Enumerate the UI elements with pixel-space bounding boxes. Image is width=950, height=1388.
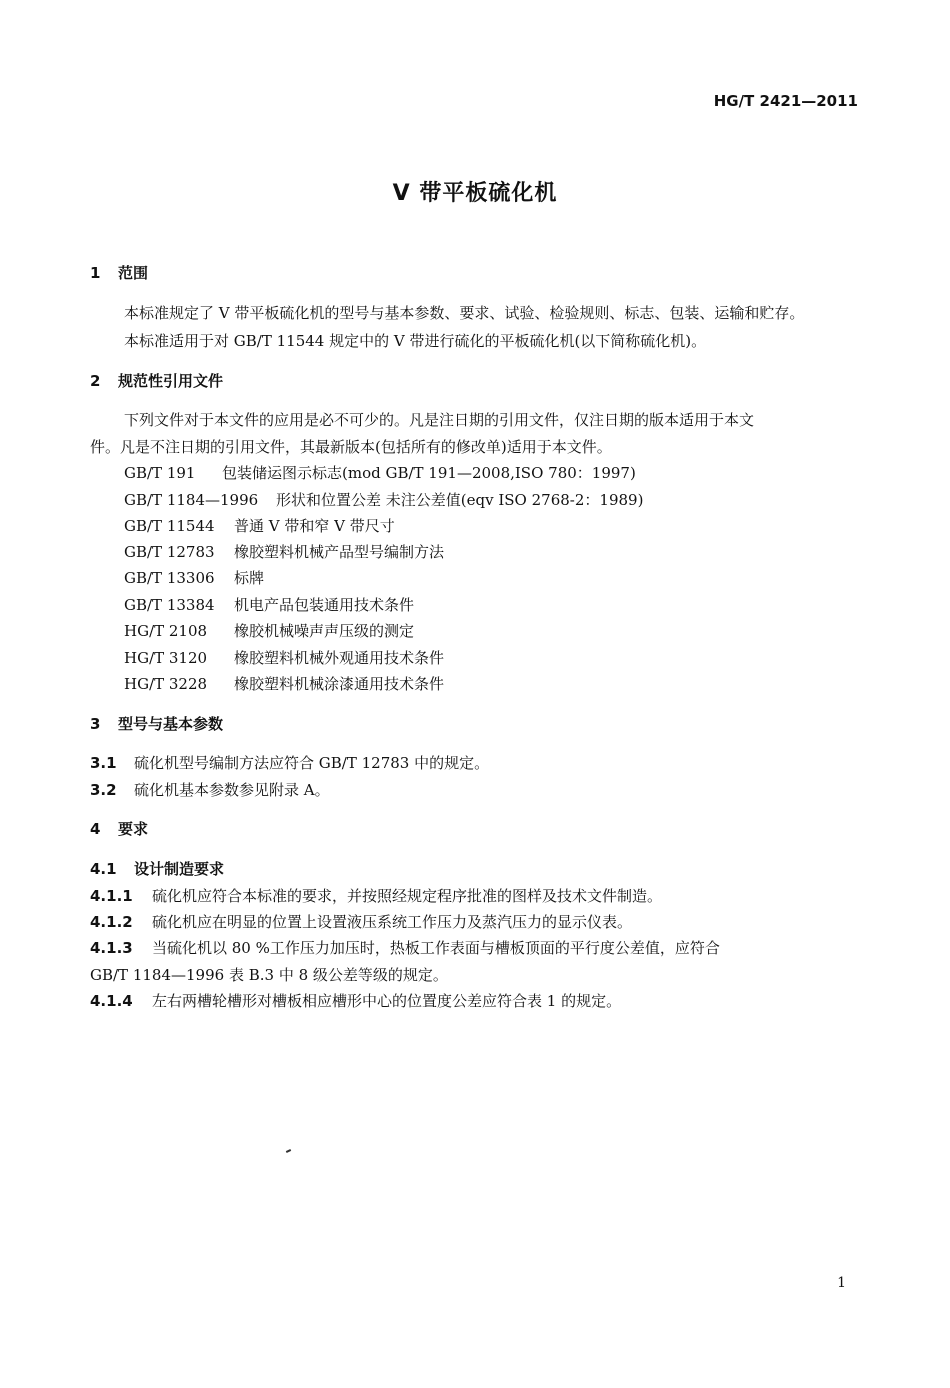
clause-text: 硫化机应符合本标准的要求，并按照经规定程序批准的图样及技术文件制造。 xyxy=(152,887,663,905)
reference-item xyxy=(124,489,643,510)
references-intro-line-1: 下列文件对于本文件的应用是必不可少的。凡是注日期的引用文件，仅注日期的版本适用于本文 xyxy=(124,411,755,429)
clause-4-1-4 xyxy=(90,990,621,1011)
standard-number: HG/T 2421—2011 xyxy=(713,92,858,110)
document-title: V 带平板硫化机 xyxy=(392,181,558,206)
reference-code: HG/T 2108 xyxy=(124,622,208,640)
clause-text: 硫化机基本参数参见附录 A。 xyxy=(134,781,330,799)
reference-item xyxy=(124,647,444,668)
page-number: 1 xyxy=(837,1275,846,1291)
reference-code: HG/T 3120 xyxy=(124,649,208,667)
section-4-heading xyxy=(90,818,148,839)
clause-number: 3.1 xyxy=(90,754,117,772)
section-number: 3 xyxy=(90,715,101,733)
reference-item xyxy=(124,462,636,483)
reference-title: 橡胶塑料机械涂漆通用技术条件 xyxy=(234,675,445,693)
reference-title: 普通 V 带和窄 V 带尺寸 xyxy=(234,517,395,535)
reference-title: 包装储运图示标志(mod GB/T 191—2008,ISO 780：1997) xyxy=(222,464,636,482)
reference-code: GB/T 13384 xyxy=(124,596,215,614)
reference-item xyxy=(124,594,414,615)
clause-number: 4.1.1 xyxy=(90,887,133,905)
section-number: 1 xyxy=(90,264,101,282)
reference-code: GB/T 1184—1996 xyxy=(124,491,259,509)
clause-4-1-2 xyxy=(90,911,632,932)
reference-item xyxy=(124,541,444,562)
section-2-heading xyxy=(90,370,223,391)
clause-number: 4.1.4 xyxy=(90,992,133,1010)
scan-speck xyxy=(286,1149,291,1153)
clause-3-2 xyxy=(90,779,330,800)
section-1-heading xyxy=(90,262,148,283)
section-title: 规范性引用文件 xyxy=(118,372,224,390)
clause-3-1 xyxy=(90,752,489,773)
section-number: 4 xyxy=(90,820,101,838)
reference-code: GB/T 12783 xyxy=(124,543,215,561)
reference-title: 橡胶机械噪声声压级的测定 xyxy=(234,622,415,640)
scope-paragraph-2: 本标准适用于对 GB/T 11544 规定中的 V 带进行硫化的平板硫化机(以下简称硫化机)。 xyxy=(124,332,707,350)
clause-4-1-1 xyxy=(90,885,662,906)
section-3-heading xyxy=(90,713,223,734)
clause-text: 当硫化机以 80 %工作压力加压时，热板工作表面与槽板顶面的平行度公差值，应符合 xyxy=(152,939,720,957)
reference-title: 形状和位置公差 未注公差值(eqv ISO 2768-2：1989) xyxy=(276,491,644,509)
reference-title: 橡胶塑料机械产品型号编制方法 xyxy=(234,543,445,561)
reference-title: 橡胶塑料机械外观通用技术条件 xyxy=(234,649,445,667)
references-intro-line-2: 件。凡是不注日期的引用文件，其最新版本(包括所有的修改单)适用于本文件。 xyxy=(90,438,612,456)
clause-4-1-3-continuation: GB/T 1184—1996 表 B.3 中 8 级公差等级的规定。 xyxy=(90,966,448,984)
reference-item xyxy=(124,620,414,641)
reference-code: GB/T 191 xyxy=(124,464,196,482)
reference-code: GB/T 13306 xyxy=(124,569,215,587)
clause-text: 硫化机型号编制方法应符合 GB/T 12783 中的规定。 xyxy=(134,754,490,772)
section-title: 范围 xyxy=(118,264,149,282)
reference-title: 机电产品包装通用技术条件 xyxy=(234,596,415,614)
section-title: 要求 xyxy=(118,820,149,838)
subsection-4-1-heading xyxy=(90,858,224,879)
clause-text: 硫化机应在明显的位置上设置液压系统工作压力及蒸汽压力的显示仪表。 xyxy=(152,913,633,931)
subsection-number: 4.1 xyxy=(90,860,117,878)
clause-number: 3.2 xyxy=(90,781,117,799)
section-number: 2 xyxy=(90,372,101,390)
clause-text: 左右两槽轮槽形对槽板相应槽形中心的位置度公差应符合表 1 的规定。 xyxy=(152,992,622,1010)
clause-number: 4.1.3 xyxy=(90,939,133,957)
reference-item xyxy=(124,515,395,536)
reference-item xyxy=(124,567,264,588)
reference-code: HG/T 3228 xyxy=(124,675,208,693)
reference-title: 标牌 xyxy=(234,569,265,587)
reference-item xyxy=(124,673,444,694)
section-title: 型号与基本参数 xyxy=(118,715,224,733)
reference-code: GB/T 11544 xyxy=(124,517,215,535)
scope-paragraph-1: 本标准规定了 V 带平板硫化机的型号与基本参数、要求、试验、检验规则、标志、包装、运输和贮存。 xyxy=(124,304,805,322)
clause-4-1-3 xyxy=(90,937,720,958)
clause-number: 4.1.2 xyxy=(90,913,133,931)
subsection-title: 设计制造要求 xyxy=(134,860,225,878)
